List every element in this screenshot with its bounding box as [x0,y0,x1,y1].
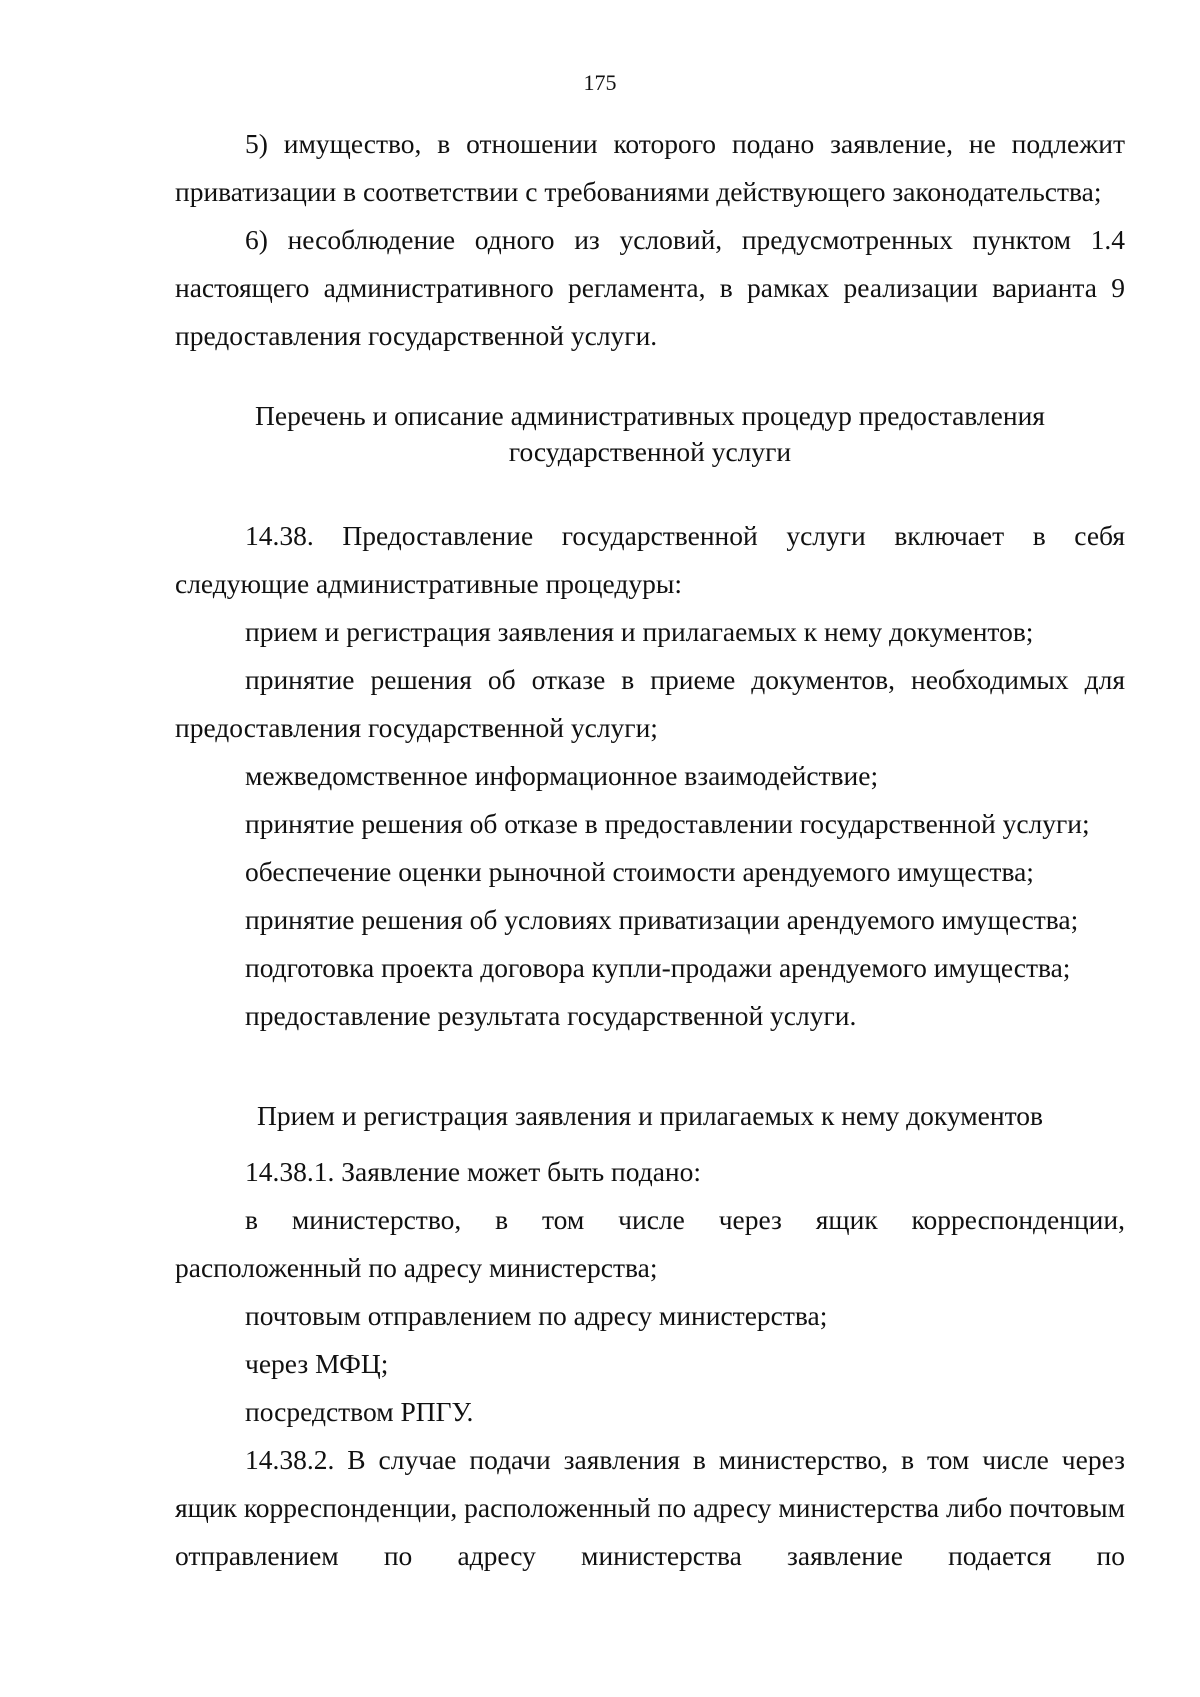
procedure-item-6: принятие решения об условиях приватизации арендуемого имущества; [245,904,1079,935]
procedure-item-4: принятие решения об отказе в предоставлении государственной услуги; [245,808,1090,839]
page-number: 175 [583,70,617,95]
submission-method-2: почтовым отправлением по адресу министерства; [245,1300,828,1331]
paragraph-item-6: 6) несоблюдение одного из условий, предусмотренных пунктом 1.4 настоящего административного регламента, в рамках реализации варианта 9 предоставления государственной услуги. [175,224,1125,351]
section-heading-line-1: Перечень и описание административных процедур предоставления [255,400,1045,431]
paragraph-item-5: 5) имущество, в отношении которого подано заявление, не подлежит приватизации в соответствии с требованиями действующего законодательства; [175,128,1125,207]
page-content [175,120,1125,1580]
paragraph-14-38-1: 14.38.1. Заявление может быть подано: [245,1156,702,1187]
paragraph-14-38: 14.38. Предоставление государственной услуги включает в себя следующие административные процедуры: [175,520,1125,599]
procedure-item-2: принятие решения об отказе в приеме документов, необходимых для предоставления государственной услуги; [175,664,1125,743]
procedure-item-3: межведомственное информационное взаимодействие; [245,760,879,791]
procedure-item-1: прием и регистрация заявления и прилагаемых к нему документов; [245,616,1034,647]
procedure-item-7: подготовка проекта договора купли-продажи арендуемого имущества; [245,952,1071,983]
procedure-item-8: предоставление результата государственной услуги. [245,1000,857,1031]
section-heading-reception: Прием и регистрация заявления и прилагаемых к нему документов [257,1100,1043,1131]
submission-method-3: через МФЦ; [245,1348,389,1379]
paragraph-14-38-2: 14.38.2. В случае подачи заявления в министерство, в том числе через ящик корреспонденции, расположенный по адресу министерства либо почтовым отправлением по адресу министерства заявление подается по [175,1444,1125,1571]
procedure-item-5: обеспечение оценки рыночной стоимости арендуемого имущества; [245,856,1034,887]
section-heading-procedures [175,398,1125,470]
submission-method-1: в министерство, в том числе через ящик корреспонденции, расположенный по адресу министерства; [175,1204,1125,1283]
submission-method-4: посредством РПГУ. [245,1396,474,1427]
section-heading-line-2: государственной услуги [508,436,792,467]
